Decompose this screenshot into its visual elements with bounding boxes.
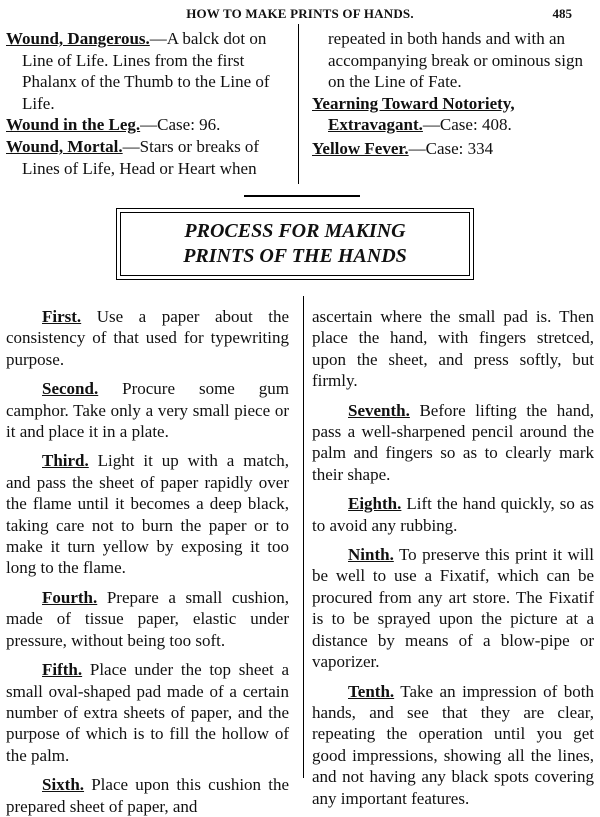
step-paragraph [6, 450, 289, 578]
section-title-box [120, 212, 470, 276]
index-right-column [312, 28, 592, 160]
body-right-column [312, 306, 594, 809]
step-text: Take an impression of both hands, and see that they are clear, repeating the operation until you get good impressions, showing all the lines, and not having any black spots covering any important features. [312, 681, 594, 808]
step-text: Procure some gum camphor. Take only a very small piece or it and place it in a plate. [6, 379, 289, 442]
step-text: Lift the hand quickly, so as to avoid any rubbing. [312, 494, 594, 535]
step-paragraph [6, 587, 289, 651]
step-label: Seventh. [348, 400, 410, 420]
step-label: Second. [42, 379, 99, 399]
index-term: Wound, Mortal. [6, 136, 123, 156]
step-text: Light it up with a match, and pass the sheet of paper rapidly over the flame until it becomes a deep black, taking care not to burn the paper or to make it turn yellow by exposing it too long to the flame. [6, 451, 289, 578]
index-entry [312, 138, 592, 160]
step-text: To preserve this print it will be well to use a Fixatif, which can be procured from any art store. The Fixatif is to be sprayed upon the picture at a distance by means of a blow-pipe or vaporizer. [312, 545, 594, 672]
index-left-column [6, 28, 290, 179]
running-title: HOW TO MAKE PRINTS OF HANDS. [186, 6, 414, 21]
section-title-line2: PRINTS OF THE HANDS [183, 245, 407, 267]
section-rule [244, 195, 360, 197]
step-text: Before lifting the hand, pass a well-sharpened pencil around the palm and fingers so as to clearly mark their shape. [312, 400, 594, 484]
page-number: 485 [552, 6, 572, 21]
step-paragraph [6, 659, 289, 766]
step-paragraph [312, 400, 594, 486]
body-left-column [6, 306, 289, 817]
index-term: Wound in the Leg. [6, 115, 141, 135]
step-text: Place upon this cushion the prepared sheet of paper, and [6, 775, 289, 816]
step-label: Fourth. [42, 587, 98, 607]
index-text: —Case: 334 [408, 138, 494, 158]
index-term: Yearning Toward Notoriety, Extravagant. [312, 93, 515, 135]
step-label: Fifth. [42, 660, 83, 680]
step-text: Place under the top sheet a small oval-shaped pad made of a certain number of extra sheets of paper, and the purpose of which is to fill the hollow of the palm. [6, 660, 289, 765]
step-continuation: ascertain where the small pad is. Then place the hand, with fingers stretced, upon the sheet, and press softly, but firmly. [312, 307, 594, 391]
step-text: Use a paper about the consistency of that used for typewriting purpose. [6, 307, 289, 369]
index-term: Wound, Dangerous. [6, 29, 150, 48]
index-entry [6, 136, 290, 179]
step-label: Third. [42, 451, 89, 471]
index-text: —Case: 408. [422, 115, 512, 135]
column-divider [303, 296, 304, 778]
index-entry [6, 28, 290, 114]
index-term: Yellow Fever. [312, 138, 409, 158]
index-continuation: repeated in both hands and with an accompanying break or ominous sign on the Line of Fate. [328, 29, 583, 92]
step-paragraph [6, 306, 289, 370]
step-label: First. [42, 307, 82, 326]
section-title [121, 219, 469, 269]
step-text: Prepare a small cushion, made of tissue paper, elastic under pressure, without being too soft. [6, 587, 289, 650]
step-paragraph [312, 493, 594, 536]
step-paragraph [6, 378, 289, 442]
step-label: Sixth. [42, 775, 85, 795]
step-paragraph [6, 774, 289, 817]
running-head [0, 2, 600, 24]
step-label: Ninth. [348, 545, 394, 565]
step-label: Eighth. [348, 494, 402, 514]
index-entry [312, 93, 592, 136]
column-divider [298, 24, 299, 184]
index-text: —Case: 96. [140, 115, 221, 135]
index-text: —Stars or breaks of Lines of Life, Head or Heart when [22, 136, 260, 178]
index-entry [6, 114, 290, 136]
section-title-line1: PROCESS FOR MAKING [184, 220, 406, 242]
step-paragraph [312, 544, 594, 672]
index-text: —A balck dot on Line of Life. Lines from the first Phalanx of the Thumb to the Line of Life. [22, 29, 270, 113]
step-paragraph [312, 681, 594, 809]
step-label: Tenth. [348, 681, 395, 701]
